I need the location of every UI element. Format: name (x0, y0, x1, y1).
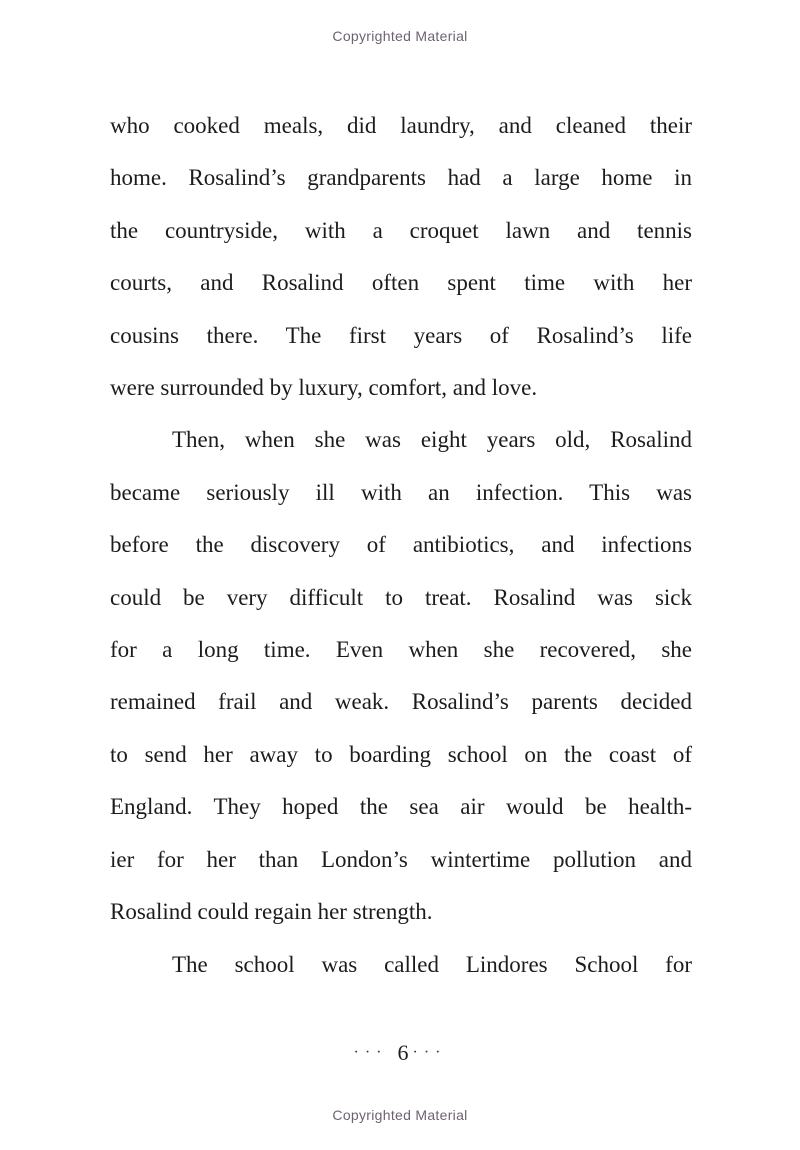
footer-dots-right: ··· (412, 1044, 447, 1061)
text-line: England. They hoped the sea air would be health- (110, 794, 692, 820)
text-line: Rosalind could regain her strength. (110, 899, 433, 925)
paragraph (110, 939, 692, 991)
text-line: home. Rosalind’s grandparents had a large home in (110, 165, 692, 191)
text-line: cousins there. The first years of Rosalind’s life (110, 322, 692, 348)
text-line: became seriously ill with an infection. This was (110, 479, 692, 505)
text-line: before the discovery of antibiotics, and infections (110, 532, 692, 558)
text-line: were surrounded by luxury, comfort, and love. (110, 375, 538, 401)
text-line: courts, and Rosalind often spent time with her (110, 270, 692, 296)
body-text-block (110, 100, 692, 991)
footer-dots-left: ··· (353, 1044, 388, 1061)
copyright-notice-bottom: Copyrighted Material (332, 1107, 468, 1123)
page-footer (0, 1040, 800, 1066)
page-number: 6 (397, 1040, 409, 1065)
paragraph (110, 414, 692, 938)
text-line: Then, when she was eight years old, Rosalind (172, 427, 692, 453)
text-line: The school was called Lindores School for (172, 951, 692, 977)
text-line: who cooked meals, did laundry, and cleaned their (110, 113, 692, 138)
text-line: to send her away to boarding school on the coast of (110, 741, 692, 767)
text-line: could be very difficult to treat. Rosalind was sick (110, 584, 692, 610)
text-line: the countryside, with a croquet lawn and tennis (110, 217, 692, 243)
text-line: remained frail and weak. Rosalind’s parents decided (110, 689, 692, 715)
text-line: for a long time. Even when she recovered, she (110, 637, 692, 663)
text-line: ier for her than London’s wintertime pollution and (110, 846, 692, 872)
paragraph (110, 100, 692, 414)
copyright-notice-top: Copyrighted Material (332, 28, 468, 44)
